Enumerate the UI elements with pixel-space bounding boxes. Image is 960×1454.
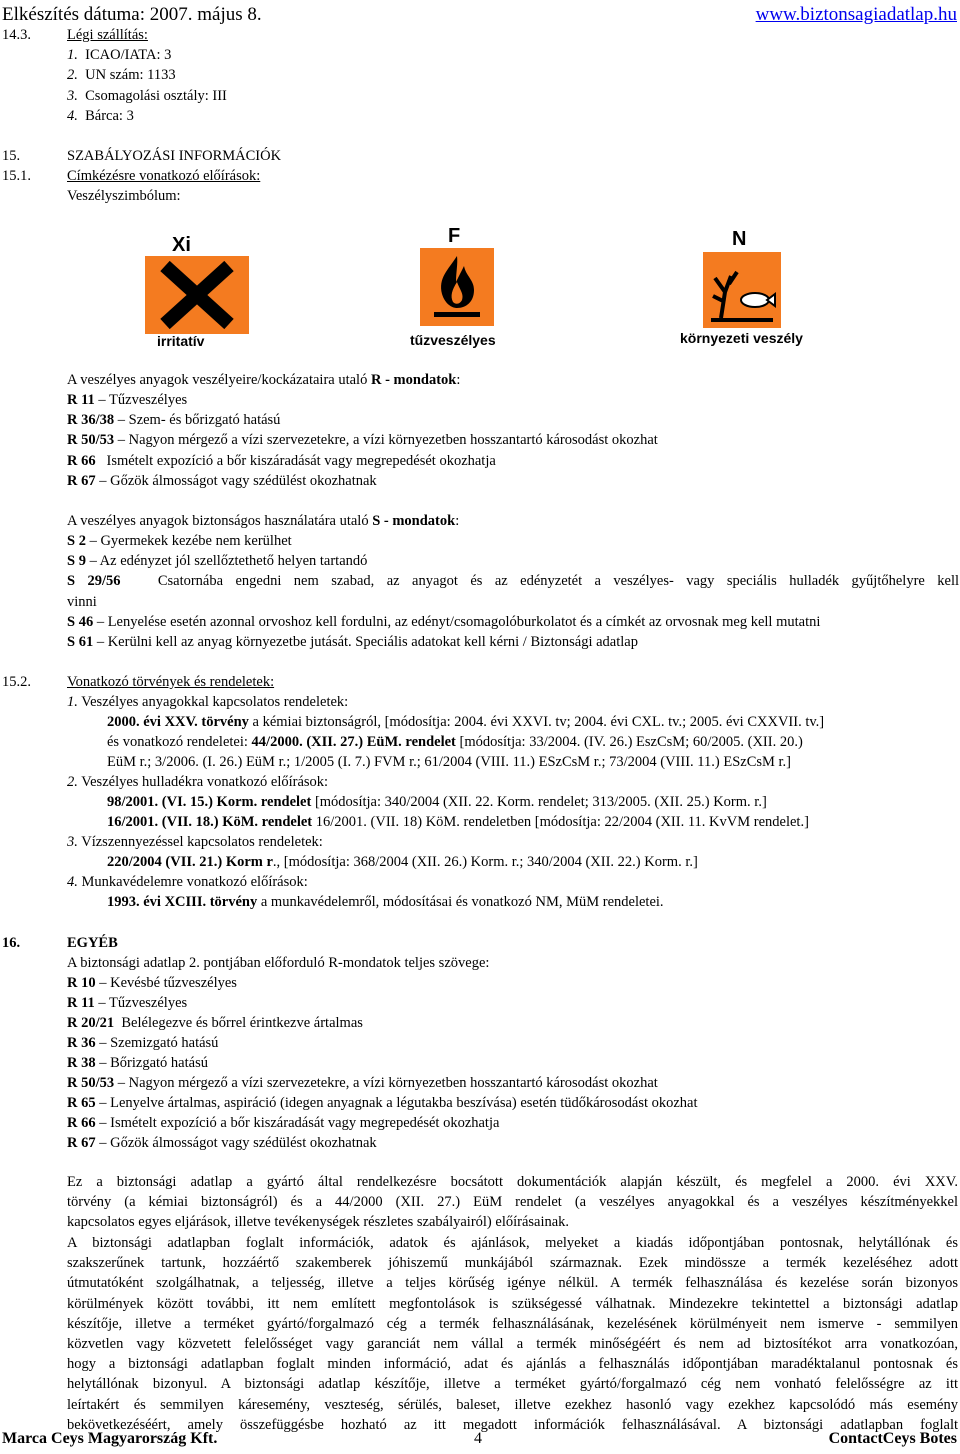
r-phrases-intro: A veszélyes anyagok veszélyeire/kockázataira utaló R - mondatok: <box>67 372 461 388</box>
section-number: 15. <box>2 148 21 164</box>
irritant-cross-icon <box>145 256 249 336</box>
r-phrase: R 50/53 – Nagyon mérgező a vízi szervezetekre, a vízi környezetben hosszantartó károsodást okozhat <box>67 1075 658 1091</box>
r-phrase: R 67 – Gőzök álmosságot vagy szédülést okozhatnak <box>67 473 377 489</box>
list-item: 1. ICAO/IATA: 3 <box>67 47 172 63</box>
section-title: EGYÉB <box>67 935 118 951</box>
symbol-caption: tűzveszélyes <box>410 332 496 348</box>
regulation-line: 220/2004 (VII. 21.) Korm r., [módosítja: 368/2004 (XII. 26.) Korm. r.; 340/2004 (XII. 22.) Korm. r.] <box>107 854 698 870</box>
symbol-caption: irritatív <box>157 333 205 349</box>
subsection-label: Veszélyszimbólum: <box>67 188 181 204</box>
r-phrase: R 67 – Gőzök álmosságot vagy szédülést okozhatnak <box>67 1135 377 1151</box>
section-title: Címkézésre vonatkozó előírások: <box>67 168 261 184</box>
document-date: Elkészítés dátuma: 2007. május 8. <box>2 4 262 25</box>
r-full-intro: A biztonsági adatlap 2. pontjában előforduló R-mondatok teljes szövege: <box>67 955 490 971</box>
r-phrase: R 36/38 – Szem- és bőrizgató hatású <box>67 412 281 428</box>
list-item: 2. UN szám: 1133 <box>67 67 176 83</box>
s-phrases-intro: A veszélyes anyagok biztonságos használatára utaló S - mondatok: <box>67 513 460 529</box>
section-title: Légi szállítás: <box>67 27 148 43</box>
section-title: SZABÁLYOZÁSI INFORMÁCIÓK <box>67 148 282 164</box>
r-phrase: R 38 – Bőrizgató hatású <box>67 1055 208 1071</box>
section-number: 15.1. <box>2 168 31 184</box>
s-phrase: S 29/56 Csatornába engedni nem szabad, az anyagot és az edényzetét a veszélyes- vagy speciális hulladék gyűjtőhelyre kell <box>67 573 960 589</box>
symbol-letter: Xi <box>172 234 191 256</box>
s-phrase: S 9 – Az edényzet jól szellőztethető helyen tartandó <box>67 553 368 569</box>
s-phrase: S 2 – Gyermekek kezébe nem kerülhet <box>67 533 292 549</box>
r-phrase: R 11 – Tűzveszélyes <box>67 995 188 1011</box>
dead-tree-fish-icon <box>703 252 781 330</box>
section-title: Vonatkozó törvények és rendeletek: <box>67 674 275 690</box>
list-item: 3. Csomagolási osztály: III <box>67 88 227 104</box>
symbol-letter: F <box>448 225 461 247</box>
section-number: 14.3. <box>2 27 31 43</box>
disclaimer-paragraph-2: A biztonsági adatlapban foglalt információk, adatok és ajánlások, melyeket a kiadás időpontjában pontosnak, helytállónak és szakszerűnek tartunk, hozzáértő szakemberek jóhiszemű munkájából származnak. Ezek mindössze a termék kezeléséhez adott útmutatóként szolgálhatnak, a teljesség, illetve a teljes körűség igénye nélkül. A termék felhasználása és kezelése során bizonyos körülmények között további, itt nem említett megfontolások is szükségessé válhatnak. Mindezekre tekintettel a biztonsági adatlap készítője, illetve a terméket gyártó/forgalmazó cég a termék felhasználásának, kezelésének körülményeit nem ismerve - semmilyen közvetlen vagy közvetett felelősséget vagy garanciát nem vállal a termék minőségéért és nem ad biztosítékot arra vonatkozóan, hogy a biztonsági adatlapban foglalt minden információ, adat és ajánlás a felhasználás időpontjában maradéktalanul pontosnak és helytállónak bizonyul. A biztonsági adatlap készítője, illetve a terméket gyártó/forgalmazó cég nem vonható felelősségre az itt leírtakért és semmilyen káresemény, veszteség, sérülés, baleset, illetve ezekhez hasonló vagy ezekhez kapcsolódó más esemény bekövetkezéséért, amely összefüggésbe hozható az itt megadott információk felhasználásával. A biztonsági adatlapban foglalt <box>67 1235 958 1433</box>
regulation-line: EüM r.; 3/2006. (I. 26.) EüM r.; 1/2005 (I. 7.) FVM r.; 61/2004 (VIII. 11.) ESzCsM r.; 73/2004 (VIII. 11.) ESzCsM r.] <box>107 754 792 770</box>
s-phrase-continued: vinni <box>67 594 97 610</box>
flame-icon <box>420 248 494 328</box>
s-phrase: S 61 – Kerülni kell az anyag környezetbe jutását. Speciális adatokat kell kérni / Biztonsági adatlap <box>67 634 638 650</box>
regulation-line: és vonatkozó rendeletei: 44/2000. (XII. 27.) EüM. rendelet [módosítja: 33/2004. (IV. 26.) EszCsM; 60/2005. (XII. 20.) <box>107 734 803 750</box>
regulation-group: 4. Munkavédelemre vonatkozó előírások: <box>67 874 308 890</box>
regulation-line: 2000. évi XXV. törvény a kémiai biztonságról, [módosítja: 2004. évi XXVI. tv; 2004. évi CXL. tv.; 2005. évi CXXVII. tv.] <box>107 714 825 730</box>
r-phrase: R 66 Ismételt expozíció a bőr kiszáradását vagy megrepedését okozhatja <box>67 453 496 469</box>
section-number: 15.2. <box>2 674 31 690</box>
r-phrase: R 66 – Ismételt expozíció a bőr kiszáradását vagy megrepedését okozhatja <box>67 1115 500 1131</box>
footer-company: Marca Ceys Magyarország Kft. <box>2 1430 218 1447</box>
r-phrase: R 10 – Kevésbé tűzveszélyes <box>67 975 237 991</box>
symbol-letter: N <box>732 228 747 250</box>
disclaimer-paragraph-1: Ez a biztonsági adatlap a gyártó által rendelkezésre bocsátott dokumentációk alapján készült, és megfelel a 2000. évi XXV. törvény (a kémiai biztonságról) és a 44/2000 (XII. 27.) EüM rendelet (a veszélyes anyagokkal és a veszélyes készítményekkel kapcsolatos egyes eljárások, illetve tevékenységek részletes szabályairól) előírásainak. <box>67 1174 958 1231</box>
regulation-line: 98/2001. (VI. 15.) Korm. rendelet [módosítja: 340/2004 (XII. 22. Korm. rendelet; 313/2005. (XII. 25.) Korm. r.] <box>107 794 767 810</box>
list-item: 4. Bárca: 3 <box>67 108 134 124</box>
website-link[interactable]: www.biztonsagiadatlap.hu <box>755 4 957 25</box>
symbol-caption: környezeti veszély <box>680 330 803 346</box>
regulation-group: 3. Vízszennyezéssel kapcsolatos rendeletek: <box>67 834 323 850</box>
regulation-group: 2. Veszélyes hulladékra vonatkozó előírások: <box>67 774 329 790</box>
r-phrase: R 50/53 – Nagyon mérgező a vízi szervezetekre, a vízi környezetben hosszantartó károsodást okozhat <box>67 432 658 448</box>
footer-right-label: ContactCeys Botes <box>828 1430 957 1447</box>
regulation-group: 1. Veszélyes anyagokkal kapcsolatos rendeletek: <box>67 694 349 710</box>
r-phrase: R 36 – Szemizgató hatású <box>67 1035 219 1051</box>
r-phrase: R 20/21 Belélegezve és bőrrel érintkezve ártalmas <box>67 1015 363 1031</box>
regulation-line: 1993. évi XCIII. törvény a munkavédelemről, módosításai és vonatkozó NM, MüM rendeletei. <box>107 894 664 910</box>
r-phrase: R 65 – Lenyelve ártalmas, aspiráció (idegen anyagnak a légutakba beszívása) esetén tüdőkárosodást okozhat <box>67 1095 698 1111</box>
page-number: 4 <box>474 1430 482 1447</box>
s-phrase: S 46 – Lenyelése esetén azonnal orvoshoz kell fordulni, az edényt/csomagolóburkolatot és a címkét az orvosnak meg kell mutatni <box>67 614 821 630</box>
regulation-line: 16/2001. (VII. 18.) KöM. rendelet 16/2001. (VII. 18) KöM. rendeletben [módosítja: 22/2004 (XII. 11. KvVM rendelet.] <box>107 814 809 830</box>
r-phrase: R 11 – Tűzveszélyes <box>67 392 188 408</box>
section-number: 16. <box>2 935 21 951</box>
